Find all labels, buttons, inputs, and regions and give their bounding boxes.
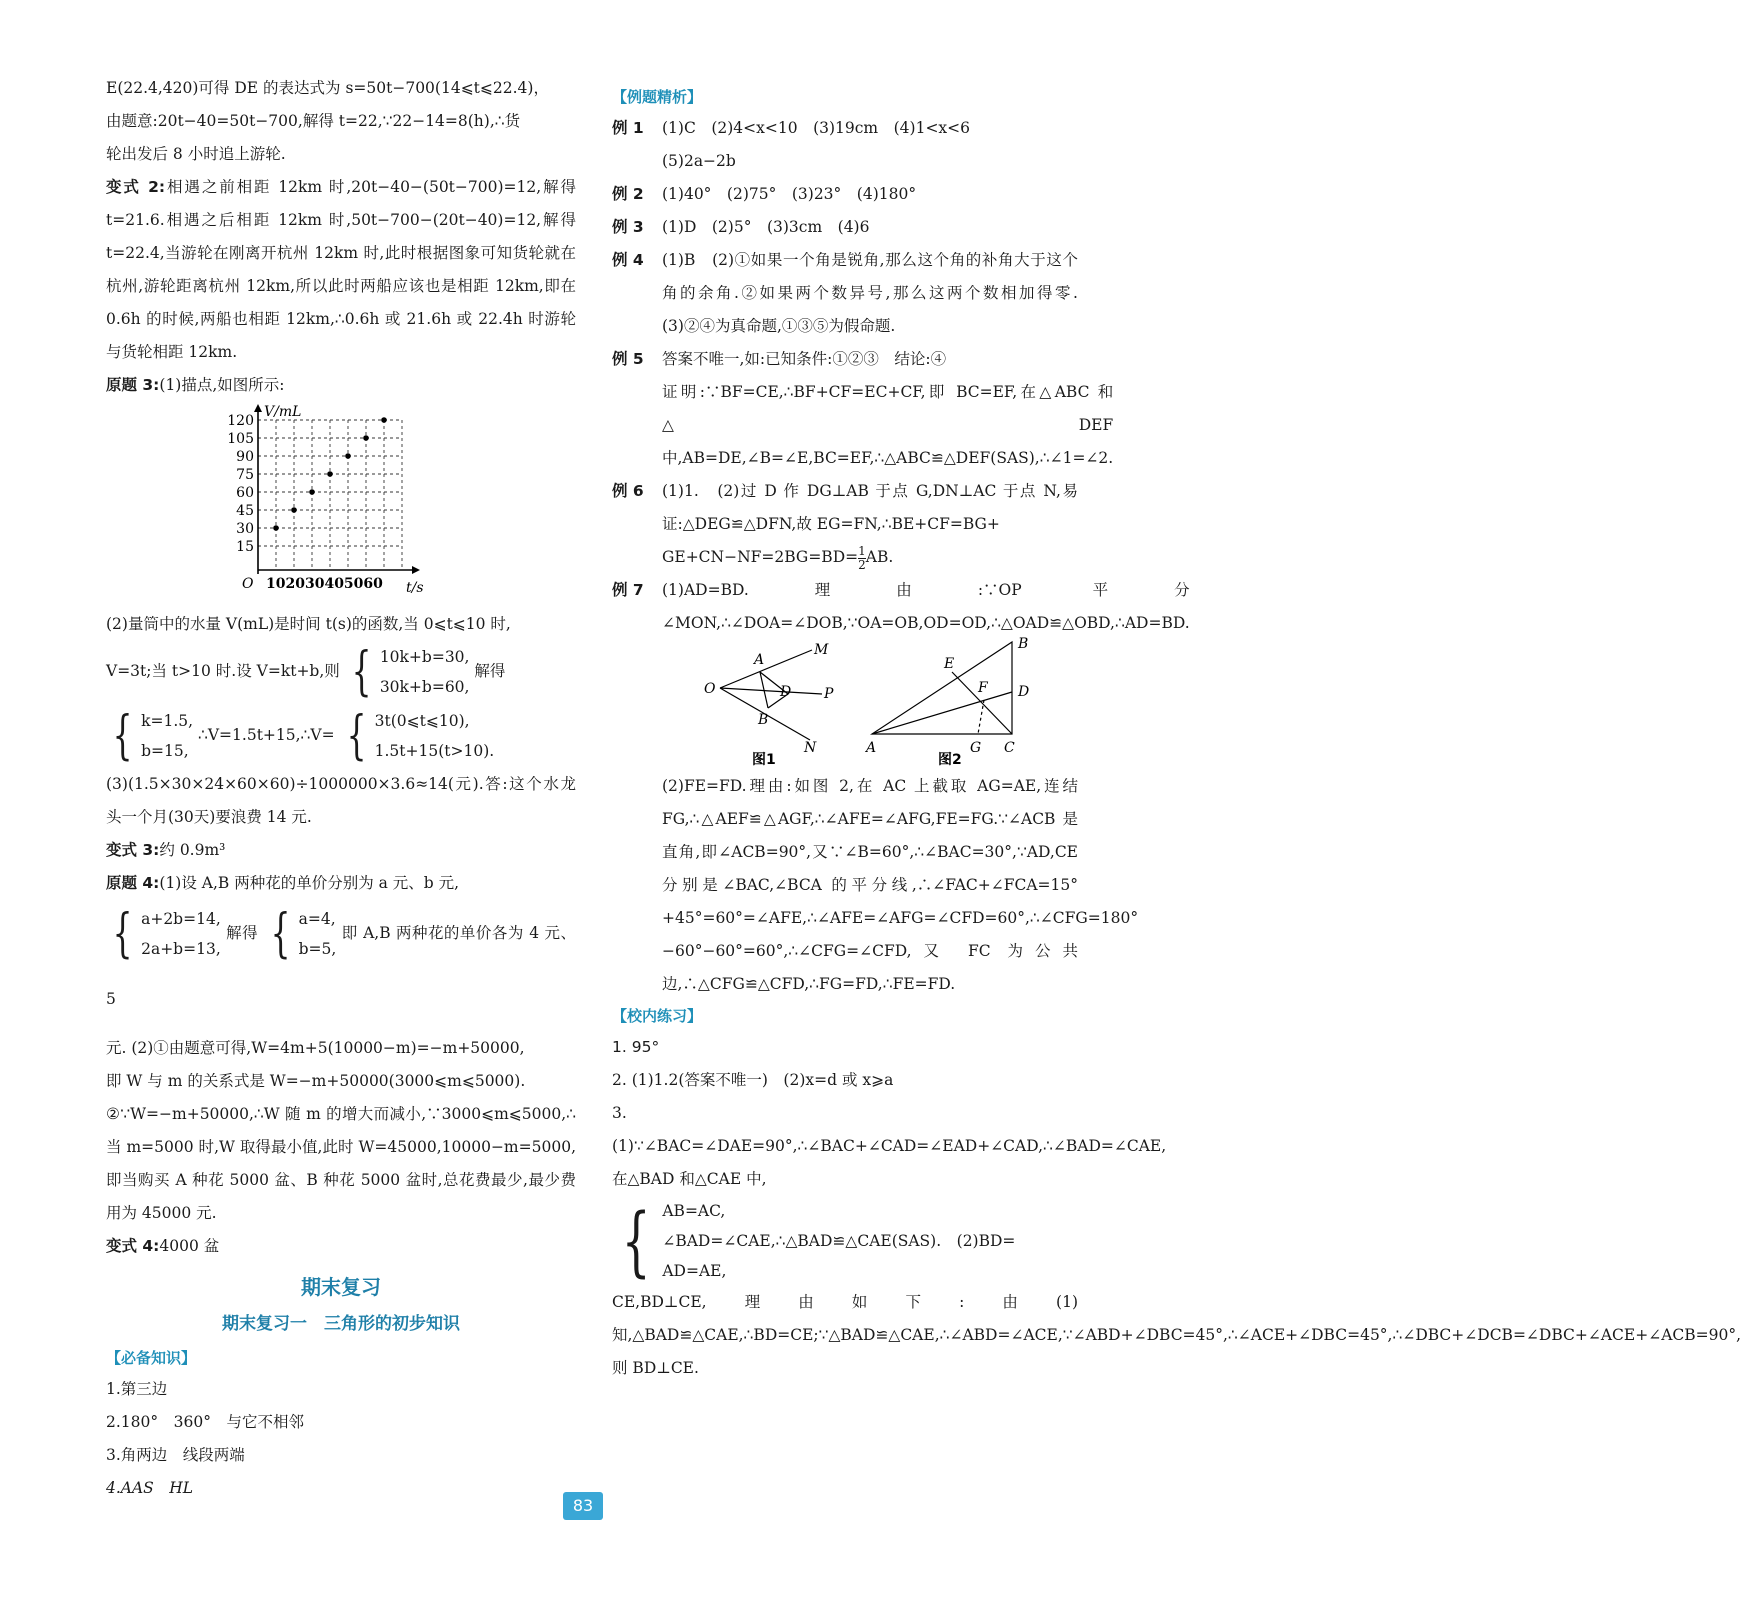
paragraph: ②∵W=−m+50000,∴W 随 m 的增大而减小,∵3000⩽m⩽5000,∴当 m=5000 时,W 取得最小值,此时 W=45000,10000−m=5000,即当购买 A 种花 5000 盆、B 种花 5000 盆时,总花费最少,最少费用为 45000 元.	[106, 1105, 576, 1222]
variant-text: 相遇之前相距 12km 时,20t−40−(50t−700)=12,解得 t=21.6.相遇之后相距 12km 时,50t−700−(20t−40)=12,解得 t=22.4,当游轮在刚离开杭州 12km 时,此时根据图象可知货轮就在杭州,游轮距离杭州 12km,所以此时两船应该也是相距 12km,即在 0.6h 的时候,两船也相距 12km,∴0.6h 或 21.6h 或 22.4h 时游轮与货轮相距 12km.	[106, 178, 576, 361]
x-axis-label: t/s	[406, 580, 424, 596]
label-C: C	[1004, 740, 1015, 756]
original-text: (1)设 A,B 两种花的单价分别为 a 元、b 元,	[159, 874, 460, 892]
paragraph	[106, 900, 576, 1032]
section-header: 【例题精析】	[612, 88, 703, 106]
variant-label: 变式 2:	[106, 178, 166, 196]
variant-text: 约 0.9m³	[159, 841, 226, 859]
y-tick-label: 90	[236, 449, 254, 465]
x-axis-arrow	[412, 566, 420, 574]
original-text: (1)描点,如图所示:	[159, 376, 285, 394]
equation: 10k+b=30,	[379, 648, 470, 666]
text: 解得	[474, 662, 506, 680]
denominator: 2	[858, 557, 866, 572]
section-title: 期末复习一 三角形的初步知识	[222, 1314, 460, 1334]
y-tick-labels	[227, 413, 254, 555]
figure-1-labels	[704, 642, 834, 756]
origin-label: O	[242, 576, 254, 592]
example-text	[662, 541, 1078, 574]
label-A: A	[754, 652, 765, 668]
text: GE+CN−NF=2BG=BD=	[662, 548, 859, 566]
text: 解得	[226, 924, 259, 942]
y-tick-label: 30	[236, 521, 254, 537]
equation: ∠BAD=∠CAE,∴△BAD≌△CAE(SAS). (2)BD=	[662, 1232, 1016, 1250]
example-label: 例 6	[612, 482, 644, 500]
example-label: 例 4	[612, 251, 644, 269]
example-2	[612, 178, 1078, 211]
example-text: (1)40° (2)75° (3)23° (4)180°	[662, 185, 917, 203]
original-label: 原题 3:	[106, 376, 160, 394]
figure-2-labels	[864, 636, 1029, 756]
paragraph: 元. (2)①由题意可得,W=4m+5(10000−m)=−m+50000,	[106, 1039, 525, 1057]
right-column	[612, 82, 1741, 1385]
numerator: 1	[858, 543, 866, 558]
paragraph: (2)FE=FD.理由:如图 2,在 AC 上截取 AG=AE,连结 FG,∴△AEF≌△AGF,∴∠AFE=∠AFG,FE=FG.∵∠ACB 是直角,即∠ACB=90°,又∵∠B=60°,∴∠BAC=30°,∵AD,CE 分别是∠BAC,∠BCA 的平分线,∴∠FAC+∠FCA=15°+45°=60°=∠AFE,∴∠AFE=∠AFG=∠CFD=60°,∴∠CFG=180°−60°−60°=60°,∴∠CFG=∠CFD,又 FC 为公共边,∴△CFG≌△CFD,∴FG=FD,∴FE=FD.	[662, 777, 1139, 993]
fraction	[858, 545, 866, 572]
label-D: D	[1018, 684, 1030, 700]
page-number: 83	[563, 1492, 603, 1520]
equation-system: { 10k+b=30, 30k+b=60,	[351, 642, 470, 702]
example-label: 例 5	[612, 350, 644, 368]
variant-4	[106, 1230, 576, 1263]
example-text: 答案不唯一,如:已知条件:①②③ 结论:④	[662, 350, 947, 368]
equation: a+2b=14,	[141, 910, 221, 928]
variant-text: 4000 盆	[159, 1237, 220, 1255]
original-3	[106, 369, 576, 402]
y-tick-label: 60	[236, 485, 254, 501]
example-label: 例 7	[612, 581, 644, 599]
example-text: (1)C (2)4<x<10 (3)19cm (4)1<x<6	[662, 119, 971, 137]
paragraph	[612, 1196, 1078, 1286]
figure-1-caption: 图1	[752, 752, 776, 768]
section-header: 【校内练习】	[612, 1007, 703, 1025]
y-axis-arrow	[254, 404, 262, 412]
chapter-title: 期末复习	[301, 1275, 381, 1299]
example-text: (1)1. (2)过 D 作 DG⊥AB 于点 G,DN⊥AC 于点 N,易证:△DEG≌△DFN,故 EG=FN,∴BE+CF=BG+	[662, 482, 1078, 533]
equation-system: { a+2b=14, 2a+b=13,	[112, 904, 221, 964]
knowledge-item: 4.AAS HL	[106, 1479, 194, 1497]
y-axis-label: V/mL	[264, 404, 302, 420]
variant-label: 变式 3:	[106, 841, 160, 859]
label-D: D	[780, 684, 792, 700]
paragraph: (2)量筒中的水量 V(mL)是时间 t(s)的函数,当 0⩽t⩽10 时,	[106, 615, 511, 633]
paragraph: 轮出发后 8 小时追上游轮.	[106, 145, 286, 163]
y-tick-label: 45	[236, 503, 254, 519]
label-G: G	[970, 740, 982, 756]
label-O: O	[704, 681, 716, 697]
geometry-figures	[612, 636, 1078, 770]
figure-1	[720, 650, 822, 740]
text: 即 A,B 两种花的单价各为 4 元、5	[106, 924, 576, 1008]
equation: a=4,	[298, 910, 336, 928]
equation: b=15,	[141, 742, 189, 760]
label-P: P	[824, 686, 834, 702]
equation: AD=AE,	[662, 1262, 727, 1280]
x-tick-labels: 102030405060	[266, 576, 383, 592]
left-column	[106, 72, 576, 1505]
example-text: (1)AD=BD.理由:∵OP 平分∠MON,∴∠DOA=∠DOB,∵OA=OB,OD=OD,∴△OAD≌△OBD,∴AD=BD.	[662, 581, 1190, 632]
label-N: N	[804, 740, 817, 756]
variant-label: 变式 4:	[106, 1237, 160, 1255]
example-text: 证明:∵BF=CE,∴BF+CF=EC+CF,即 BC=EF,在△ABC 和△DEF 中,AB=DE,∠B=∠E,BC=EF,∴△ABC≌△DEF(SAS),∴∠1=∠2.	[662, 383, 1114, 467]
label-M: M	[814, 642, 829, 658]
label-B: B	[1018, 636, 1029, 652]
example-7	[612, 574, 1190, 640]
example-3	[612, 211, 1078, 244]
paragraph: 由题意:20t−40=50t−700,解得 t=22,∵22−14=8(h),∴货	[106, 112, 521, 130]
figure-2	[872, 642, 1012, 734]
paragraph	[106, 702, 576, 768]
example-label: 例 3	[612, 218, 644, 236]
label-F: F	[978, 680, 988, 696]
exercise-item: 1. 95°	[612, 1038, 660, 1056]
label-E: E	[944, 656, 955, 672]
paragraph: CE,BD⊥CE,理由如下:由(1)知,△BAD≌△CAE,∴BD=CE;∵△BAD≌△CAE,∴∠ABD=∠ACE,∵∠ABD+∠DBC=45°,∴∠ACE+∠DBC=45°,∴∠DBC+∠DCB=∠DBC+∠ACE+∠ACB=90°,则 BD⊥CE.	[612, 1293, 1741, 1377]
y-tick-label: 75	[236, 467, 254, 483]
paragraph: 即 W 与 m 的关系式是 W=−m+50000(3000⩽m⩽5000).	[106, 1072, 526, 1090]
paragraph	[106, 641, 576, 702]
label-B: B	[758, 712, 769, 728]
example-text: (5)2a−2b	[662, 152, 736, 170]
example-text: (1)B (2)①如果一个角是锐角,那么这个角的补角大于这个角的余角.②如果两个数异号,那么这两个数相加得零. (3)②④为真命题,①③⑤为假命题.	[662, 251, 1094, 335]
exercise-item: 3. (1)∵∠BAC=∠DAE=90°,∴∠BAC+∠CAD=∠EAD+∠CAD,∴∠BAD=∠CAE,在△BAD 和△CAE 中,	[612, 1104, 1167, 1188]
equation: 3t(0⩽t⩽10),	[374, 712, 470, 730]
text: ∴V=1.5t+15,∴V=	[198, 726, 335, 744]
equation: 30k+b=60,	[379, 678, 470, 696]
variant-2	[106, 171, 576, 369]
y-tick-label: 120	[227, 413, 254, 429]
text: AB.	[865, 548, 894, 566]
equation: k=1.5,	[141, 712, 194, 730]
example-text: (1)D (2)5° (3)3cm (4)6	[662, 218, 870, 236]
example-4	[612, 244, 1094, 343]
paragraph: (3)(1.5×30×24×60×60)÷1000000×3.6≈14(元).答:这个水龙头一个月(30天)要浪费 14 元.	[106, 775, 576, 826]
equation: 1.5t+15(t>10).	[374, 742, 495, 760]
label-A: A	[866, 740, 877, 756]
y-tick-label: 105	[227, 431, 254, 447]
piecewise-function: { 3t(0⩽t⩽10), 1.5t+15(t>10).	[346, 706, 495, 766]
equation-system: { k=1.5, b=15,	[112, 706, 194, 766]
original-label: 原题 4:	[106, 874, 160, 892]
knowledge-item: 2.180° 360° 与它不相邻	[106, 1413, 304, 1431]
example-6	[612, 475, 1078, 574]
equation-system: { a=4, b=5,	[270, 904, 337, 964]
grid	[258, 420, 402, 570]
knowledge-item: 1.第三边	[106, 1380, 168, 1398]
text: V=3t;当 t>10 时.设 V=kt+b,则	[106, 662, 340, 680]
equation: b=5,	[298, 940, 337, 958]
section-header: 【必备知识】	[106, 1349, 197, 1367]
exercise-item: 2. (1)1.2(答案不唯一) (2)x=d 或 x⩾a	[612, 1071, 894, 1089]
figures-svg	[612, 636, 1078, 770]
example-1	[612, 112, 1078, 178]
original-4	[106, 867, 576, 900]
knowledge-item: 3.角两边 线段两端	[106, 1446, 245, 1464]
example-5	[612, 343, 1114, 475]
equation-system: { AB=AC, ∠BAD=∠CAE,∴△BAD≌△CAE(SAS). (2)BD= AD=AE,	[621, 1196, 1016, 1285]
example-label: 例 2	[612, 185, 644, 203]
paragraph: E(22.4,420)可得 DE 的表达式为 s=50t−700(14⩽t⩽22.4)，	[106, 79, 549, 97]
y-tick-label: 15	[236, 539, 254, 555]
variant-3	[106, 834, 576, 867]
scatter-graph	[106, 402, 576, 608]
equation: 2a+b=13,	[141, 940, 221, 958]
example-label: 例 1	[612, 119, 644, 137]
graph-svg	[106, 402, 576, 608]
equation: AB=AC,	[662, 1202, 726, 1220]
figure-2-caption: 图2	[938, 752, 962, 768]
